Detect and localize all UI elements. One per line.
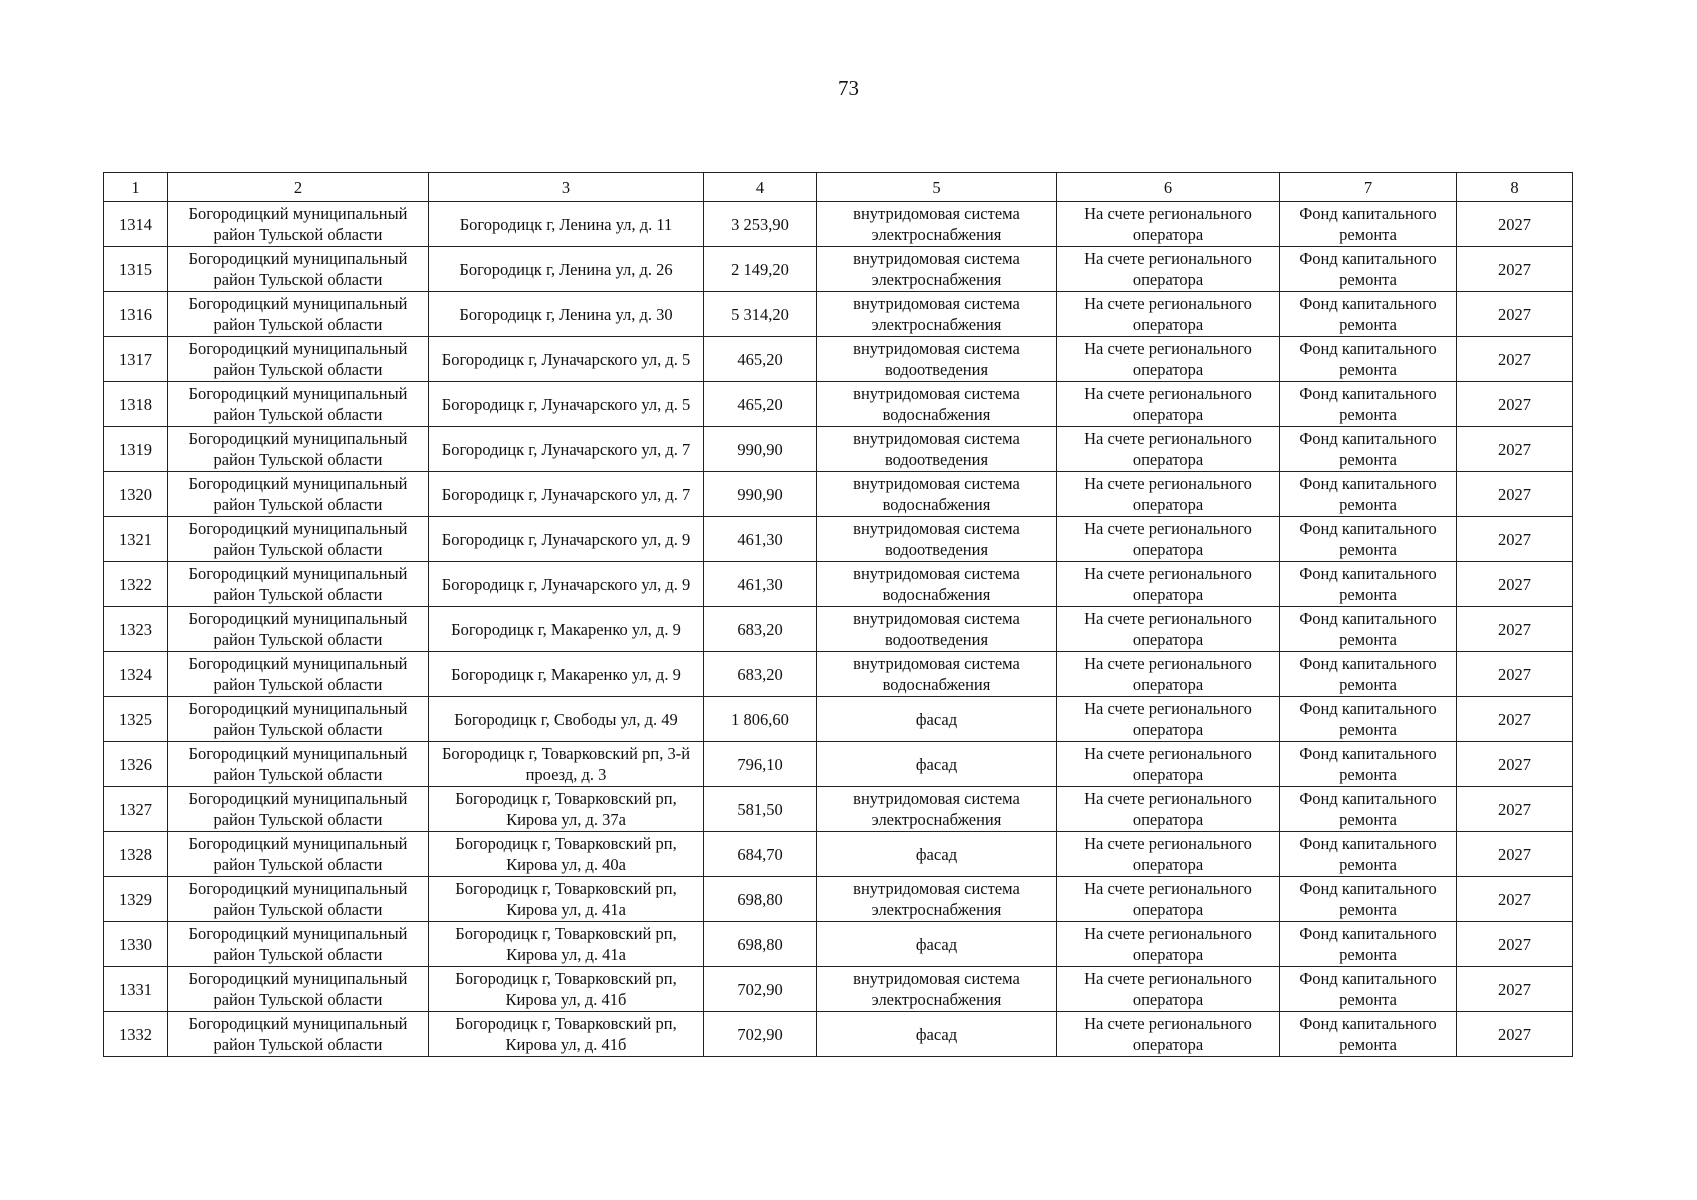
funding-source-cell: Фонд капитального ремонта bbox=[1280, 562, 1457, 607]
funding-source-cell: Фонд капитального ремонта bbox=[1280, 787, 1457, 832]
table-row bbox=[104, 427, 1573, 472]
row-number-cell: 1328 bbox=[104, 832, 168, 877]
area-cell: 461,30 bbox=[704, 562, 817, 607]
area-cell: 465,20 bbox=[704, 382, 817, 427]
work-type-cell: внутридомовая система водоснабжения bbox=[817, 562, 1057, 607]
fund-account-cell: На счете регионального оператора bbox=[1057, 472, 1280, 517]
work-type-cell: внутридомовая система водоснабжения bbox=[817, 382, 1057, 427]
address-cell: Богородицк г, Макаренко ул, д. 9 bbox=[429, 607, 704, 652]
work-type-cell: внутридомовая система электроснабжения bbox=[817, 877, 1057, 922]
work-type-cell: фасад bbox=[817, 832, 1057, 877]
year-cell: 2027 bbox=[1457, 337, 1573, 382]
row-number-cell: 1319 bbox=[104, 427, 168, 472]
address-cell: Богородицк г, Товарковский рп, Кирова ул, д. 41б bbox=[429, 1012, 704, 1057]
work-type-cell: фасад bbox=[817, 1012, 1057, 1057]
address-cell: Богородицк г, Товарковский рп, Кирова ул, д. 37а bbox=[429, 787, 704, 832]
work-type-cell: внутридомовая система водоснабжения bbox=[817, 652, 1057, 697]
table-row bbox=[104, 787, 1573, 832]
table-row bbox=[104, 1012, 1573, 1057]
year-cell: 2027 bbox=[1457, 877, 1573, 922]
area-cell: 1 806,60 bbox=[704, 697, 817, 742]
table-row bbox=[104, 517, 1573, 562]
address-cell: Богородицк г, Луначарского ул, д. 5 bbox=[429, 337, 704, 382]
address-cell: Богородицк г, Луначарского ул, д. 5 bbox=[429, 382, 704, 427]
address-cell: Богородицк г, Товарковский рп, Кирова ул, д. 40а bbox=[429, 832, 704, 877]
fund-account-cell: На счете регионального оператора bbox=[1057, 652, 1280, 697]
area-cell: 3 253,90 bbox=[704, 202, 817, 247]
funding-source-cell: Фонд капитального ремонта bbox=[1280, 652, 1457, 697]
address-cell: Богородицк г, Товарковский рп, Кирова ул, д. 41а bbox=[429, 922, 704, 967]
work-type-cell: фасад bbox=[817, 922, 1057, 967]
year-cell: 2027 bbox=[1457, 427, 1573, 472]
work-type-cell: внутридомовая система электроснабжения bbox=[817, 787, 1057, 832]
row-number-cell: 1317 bbox=[104, 337, 168, 382]
year-cell: 2027 bbox=[1457, 247, 1573, 292]
municipality-cell: Богородицкий муниципальный район Тульской области bbox=[168, 922, 429, 967]
table-row bbox=[104, 247, 1573, 292]
municipality-cell: Богородицкий муниципальный район Тульской области bbox=[168, 742, 429, 787]
table-row bbox=[104, 832, 1573, 877]
year-cell: 2027 bbox=[1457, 922, 1573, 967]
municipality-cell: Богородицкий муниципальный район Тульской области bbox=[168, 247, 429, 292]
row-number-cell: 1327 bbox=[104, 787, 168, 832]
fund-account-cell: На счете регионального оператора bbox=[1057, 967, 1280, 1012]
funding-source-cell: Фонд капитального ремонта bbox=[1280, 1012, 1457, 1057]
column-header-4: 4 bbox=[704, 173, 817, 202]
page-number: 73 bbox=[838, 76, 859, 100]
municipality-cell: Богородицкий муниципальный район Тульской области bbox=[168, 787, 429, 832]
funding-source-cell: Фонд капитального ремонта bbox=[1280, 877, 1457, 922]
year-cell: 2027 bbox=[1457, 472, 1573, 517]
year-cell: 2027 bbox=[1457, 742, 1573, 787]
row-number-cell: 1318 bbox=[104, 382, 168, 427]
municipality-cell: Богородицкий муниципальный район Тульской области bbox=[168, 202, 429, 247]
year-cell: 2027 bbox=[1457, 787, 1573, 832]
funding-source-cell: Фонд капитального ремонта bbox=[1280, 472, 1457, 517]
area-cell: 698,80 bbox=[704, 922, 817, 967]
work-type-cell: внутридомовая система водоотведения bbox=[817, 607, 1057, 652]
area-cell: 683,20 bbox=[704, 652, 817, 697]
funding-source-cell: Фонд капитального ремонта bbox=[1280, 832, 1457, 877]
area-cell: 465,20 bbox=[704, 337, 817, 382]
row-number-cell: 1323 bbox=[104, 607, 168, 652]
address-cell: Богородицк г, Товарковский рп, Кирова ул, д. 41а bbox=[429, 877, 704, 922]
table-row bbox=[104, 292, 1573, 337]
table-row bbox=[104, 382, 1573, 427]
area-cell: 702,90 bbox=[704, 967, 817, 1012]
table-row bbox=[104, 202, 1573, 247]
fund-account-cell: На счете регионального оператора bbox=[1057, 607, 1280, 652]
row-number-cell: 1332 bbox=[104, 1012, 168, 1057]
funding-source-cell: Фонд капитального ремонта bbox=[1280, 697, 1457, 742]
municipality-cell: Богородицкий муниципальный район Тульской области bbox=[168, 607, 429, 652]
fund-account-cell: На счете регионального оператора bbox=[1057, 517, 1280, 562]
table-row bbox=[104, 337, 1573, 382]
address-cell: Богородицк г, Луначарского ул, д. 7 bbox=[429, 472, 704, 517]
municipality-cell: Богородицкий муниципальный район Тульской области bbox=[168, 697, 429, 742]
fund-account-cell: На счете регионального оператора bbox=[1057, 247, 1280, 292]
row-number-cell: 1322 bbox=[104, 562, 168, 607]
column-header-2: 2 bbox=[168, 173, 429, 202]
work-type-cell: фасад bbox=[817, 697, 1057, 742]
fund-account-cell: На счете регионального оператора bbox=[1057, 202, 1280, 247]
funding-source-cell: Фонд капитального ремонта bbox=[1280, 382, 1457, 427]
work-type-cell: внутридомовая система электроснабжения bbox=[817, 202, 1057, 247]
area-cell: 698,80 bbox=[704, 877, 817, 922]
capital-repair-table bbox=[103, 172, 1573, 1057]
area-cell: 684,70 bbox=[704, 832, 817, 877]
year-cell: 2027 bbox=[1457, 607, 1573, 652]
row-number-cell: 1326 bbox=[104, 742, 168, 787]
work-type-cell: внутридомовая система электроснабжения bbox=[817, 292, 1057, 337]
fund-account-cell: На счете регионального оператора bbox=[1057, 922, 1280, 967]
area-cell: 2 149,20 bbox=[704, 247, 817, 292]
fund-account-cell: На счете регионального оператора bbox=[1057, 292, 1280, 337]
funding-source-cell: Фонд капитального ремонта bbox=[1280, 202, 1457, 247]
municipality-cell: Богородицкий муниципальный район Тульской области bbox=[168, 1012, 429, 1057]
funding-source-cell: Фонд капитального ремонта bbox=[1280, 607, 1457, 652]
municipality-cell: Богородицкий муниципальный район Тульской области bbox=[168, 472, 429, 517]
municipality-cell: Богородицкий муниципальный район Тульской области bbox=[168, 967, 429, 1012]
funding-source-cell: Фонд капитального ремонта bbox=[1280, 517, 1457, 562]
fund-account-cell: На счете регионального оператора bbox=[1057, 562, 1280, 607]
table-body bbox=[104, 173, 1573, 1057]
funding-source-cell: Фонд капитального ремонта bbox=[1280, 247, 1457, 292]
year-cell: 2027 bbox=[1457, 1012, 1573, 1057]
address-cell: Богородицк г, Макаренко ул, д. 9 bbox=[429, 652, 704, 697]
table-row bbox=[104, 922, 1573, 967]
table-header-row bbox=[104, 173, 1573, 202]
year-cell: 2027 bbox=[1457, 292, 1573, 337]
address-cell: Богородицк г, Товарковский рп, Кирова ул, д. 41б bbox=[429, 967, 704, 1012]
area-cell: 796,10 bbox=[704, 742, 817, 787]
municipality-cell: Богородицкий муниципальный район Тульской области bbox=[168, 832, 429, 877]
area-cell: 5 314,20 bbox=[704, 292, 817, 337]
table-row bbox=[104, 742, 1573, 787]
funding-source-cell: Фонд капитального ремонта bbox=[1280, 337, 1457, 382]
year-cell: 2027 bbox=[1457, 832, 1573, 877]
funding-source-cell: Фонд капитального ремонта bbox=[1280, 427, 1457, 472]
fund-account-cell: На счете регионального оператора bbox=[1057, 787, 1280, 832]
year-cell: 2027 bbox=[1457, 697, 1573, 742]
address-cell: Богородицк г, Товарковский рп, 3-й проезд, д. 3 bbox=[429, 742, 704, 787]
address-cell: Богородицк г, Ленина ул, д. 11 bbox=[429, 202, 704, 247]
area-cell: 683,20 bbox=[704, 607, 817, 652]
year-cell: 2027 bbox=[1457, 382, 1573, 427]
table-row bbox=[104, 697, 1573, 742]
row-number-cell: 1325 bbox=[104, 697, 168, 742]
area-cell: 702,90 bbox=[704, 1012, 817, 1057]
row-number-cell: 1314 bbox=[104, 202, 168, 247]
column-header-6: 6 bbox=[1057, 173, 1280, 202]
work-type-cell: внутридомовая система водоснабжения bbox=[817, 472, 1057, 517]
fund-account-cell: На счете регионального оператора bbox=[1057, 697, 1280, 742]
fund-account-cell: На счете регионального оператора bbox=[1057, 427, 1280, 472]
column-header-1: 1 bbox=[104, 173, 168, 202]
column-header-8: 8 bbox=[1457, 173, 1573, 202]
funding-source-cell: Фонд капитального ремонта bbox=[1280, 922, 1457, 967]
area-cell: 990,90 bbox=[704, 427, 817, 472]
funding-source-cell: Фонд капитального ремонта bbox=[1280, 292, 1457, 337]
work-type-cell: внутридомовая система водоотведения bbox=[817, 517, 1057, 562]
municipality-cell: Богородицкий муниципальный район Тульской области bbox=[168, 337, 429, 382]
funding-source-cell: Фонд капитального ремонта bbox=[1280, 967, 1457, 1012]
municipality-cell: Богородицкий муниципальный район Тульской области bbox=[168, 652, 429, 697]
area-cell: 581,50 bbox=[704, 787, 817, 832]
area-cell: 990,90 bbox=[704, 472, 817, 517]
year-cell: 2027 bbox=[1457, 202, 1573, 247]
row-number-cell: 1324 bbox=[104, 652, 168, 697]
municipality-cell: Богородицкий муниципальный район Тульской области bbox=[168, 517, 429, 562]
column-header-3: 3 bbox=[429, 173, 704, 202]
area-cell: 461,30 bbox=[704, 517, 817, 562]
table-row bbox=[104, 652, 1573, 697]
row-number-cell: 1329 bbox=[104, 877, 168, 922]
year-cell: 2027 bbox=[1457, 967, 1573, 1012]
address-cell: Богородицк г, Луначарского ул, д. 7 bbox=[429, 427, 704, 472]
municipality-cell: Богородицкий муниципальный район Тульской области bbox=[168, 292, 429, 337]
address-cell: Богородицк г, Луначарского ул, д. 9 bbox=[429, 517, 704, 562]
year-cell: 2027 bbox=[1457, 562, 1573, 607]
municipality-cell: Богородицкий муниципальный район Тульской области bbox=[168, 382, 429, 427]
row-number-cell: 1320 bbox=[104, 472, 168, 517]
table-row bbox=[104, 472, 1573, 517]
row-number-cell: 1315 bbox=[104, 247, 168, 292]
funding-source-cell: Фонд капитального ремонта bbox=[1280, 742, 1457, 787]
table-row bbox=[104, 562, 1573, 607]
column-header-7: 7 bbox=[1280, 173, 1457, 202]
table-row bbox=[104, 607, 1573, 652]
municipality-cell: Богородицкий муниципальный район Тульской области bbox=[168, 877, 429, 922]
table-row bbox=[104, 967, 1573, 1012]
work-type-cell: внутридомовая система водоотведения bbox=[817, 337, 1057, 382]
address-cell: Богородицк г, Луначарского ул, д. 9 bbox=[429, 562, 704, 607]
fund-account-cell: На счете регионального оператора bbox=[1057, 1012, 1280, 1057]
fund-account-cell: На счете регионального оператора bbox=[1057, 832, 1280, 877]
year-cell: 2027 bbox=[1457, 517, 1573, 562]
work-type-cell: фасад bbox=[817, 742, 1057, 787]
address-cell: Богородицк г, Свободы ул, д. 49 bbox=[429, 697, 704, 742]
row-number-cell: 1330 bbox=[104, 922, 168, 967]
column-header-5: 5 bbox=[817, 173, 1057, 202]
fund-account-cell: На счете регионального оператора bbox=[1057, 337, 1280, 382]
work-type-cell: внутридомовая система электроснабжения bbox=[817, 247, 1057, 292]
fund-account-cell: На счете регионального оператора bbox=[1057, 742, 1280, 787]
fund-account-cell: На счете регионального оператора bbox=[1057, 877, 1280, 922]
work-type-cell: внутридомовая система водоотведения bbox=[817, 427, 1057, 472]
municipality-cell: Богородицкий муниципальный район Тульской области bbox=[168, 562, 429, 607]
row-number-cell: 1316 bbox=[104, 292, 168, 337]
table-row bbox=[104, 877, 1573, 922]
address-cell: Богородицк г, Ленина ул, д. 30 bbox=[429, 292, 704, 337]
work-type-cell: внутридомовая система электроснабжения bbox=[817, 967, 1057, 1012]
address-cell: Богородицк г, Ленина ул, д. 26 bbox=[429, 247, 704, 292]
row-number-cell: 1321 bbox=[104, 517, 168, 562]
municipality-cell: Богородицкий муниципальный район Тульской области bbox=[168, 427, 429, 472]
fund-account-cell: На счете регионального оператора bbox=[1057, 382, 1280, 427]
row-number-cell: 1331 bbox=[104, 967, 168, 1012]
year-cell: 2027 bbox=[1457, 652, 1573, 697]
